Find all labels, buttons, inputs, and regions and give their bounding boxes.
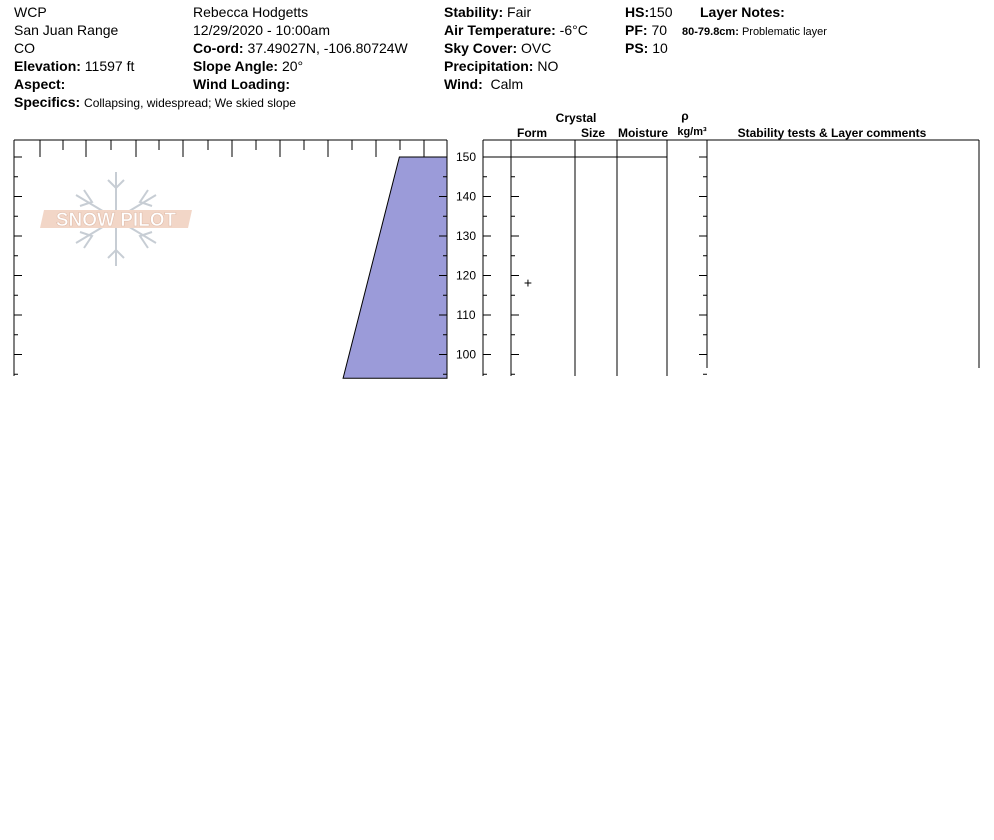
height-tick-label: 100 [455,347,477,362]
height-tick-label: 130 [455,229,477,243]
coord-label: Co-ord: [193,40,244,56]
air-temp-label: Air Temperature: [444,22,556,38]
crystal-header: Crystal [555,111,597,125]
snowpilot-logo [40,172,192,266]
rho-header: ρ [681,109,689,123]
layer-table-grid [483,140,979,376]
mountain-range: San Juan Range [14,22,119,38]
aspect-label: Aspect: [14,76,66,92]
grain-form-symbols [524,274,532,290]
grain-form-symbol: + [523,274,533,291]
stability-label: Stability: [444,4,504,20]
specifics-value: Collapsing, widespread; We skied slope [84,96,296,110]
elevation-value: 11597 ft [84,58,135,74]
layer-note-text: Problematic layer [741,26,827,38]
specifics-label: Specifics: [14,94,81,110]
form-header: Form [517,126,547,140]
height-tick-label: 140 [455,189,477,204]
precip-value: NO [537,58,559,74]
slope-value: 20° [281,58,304,74]
coord-value: 37.49027N, -106.80724W [247,40,408,56]
sky-cover-label: Sky Cover: [444,40,518,56]
hardness-axis-ticks [14,140,424,157]
table-height-ticks [483,157,707,374]
moisture-header: Moisture [617,126,669,140]
elevation-label: Elevation: [14,58,81,74]
stability-value: Fair [507,4,532,20]
height-tick-label: 110 [456,308,476,322]
height-tick-label: 120 [455,268,477,283]
ps-label: PS: [625,40,649,56]
air-temp-value: -6°C [559,22,588,38]
wind-loading-label: Wind Loading: [193,76,291,92]
pf-label: PF: [625,22,648,38]
slope-label: Slope Angle: [193,58,279,74]
size-header: Size [580,126,606,140]
pf-value: 70 [651,22,668,38]
logo-text: SNOW PILOT [55,210,177,231]
height-axis-labels [456,150,476,362]
layer-note-range: 80-79.8cm: [682,26,739,38]
ps-value: 10 [652,40,668,56]
precip-label: Precipitation: [444,58,534,74]
density-unit-header: kg/m³ [677,126,707,138]
hs-value: 150 [649,4,673,20]
observer-name: Rebecca Hodgetts [193,4,309,20]
sky-cover-value: OVC [521,40,552,56]
wind-value: Calm [490,76,524,92]
height-tick-label: 150 [455,150,477,164]
org-name: WCP [14,4,47,20]
hardness-profile-area [343,157,447,378]
wind-label: Wind: [444,76,483,92]
state: CO [14,40,35,56]
comments-header: Stability tests & Layer comments [737,126,927,140]
layer-notes-title: Layer Notes: [700,4,785,20]
hs-label: HS: [625,4,650,20]
observation-datetime: 12/29/2020 - 10:00am [193,22,330,38]
